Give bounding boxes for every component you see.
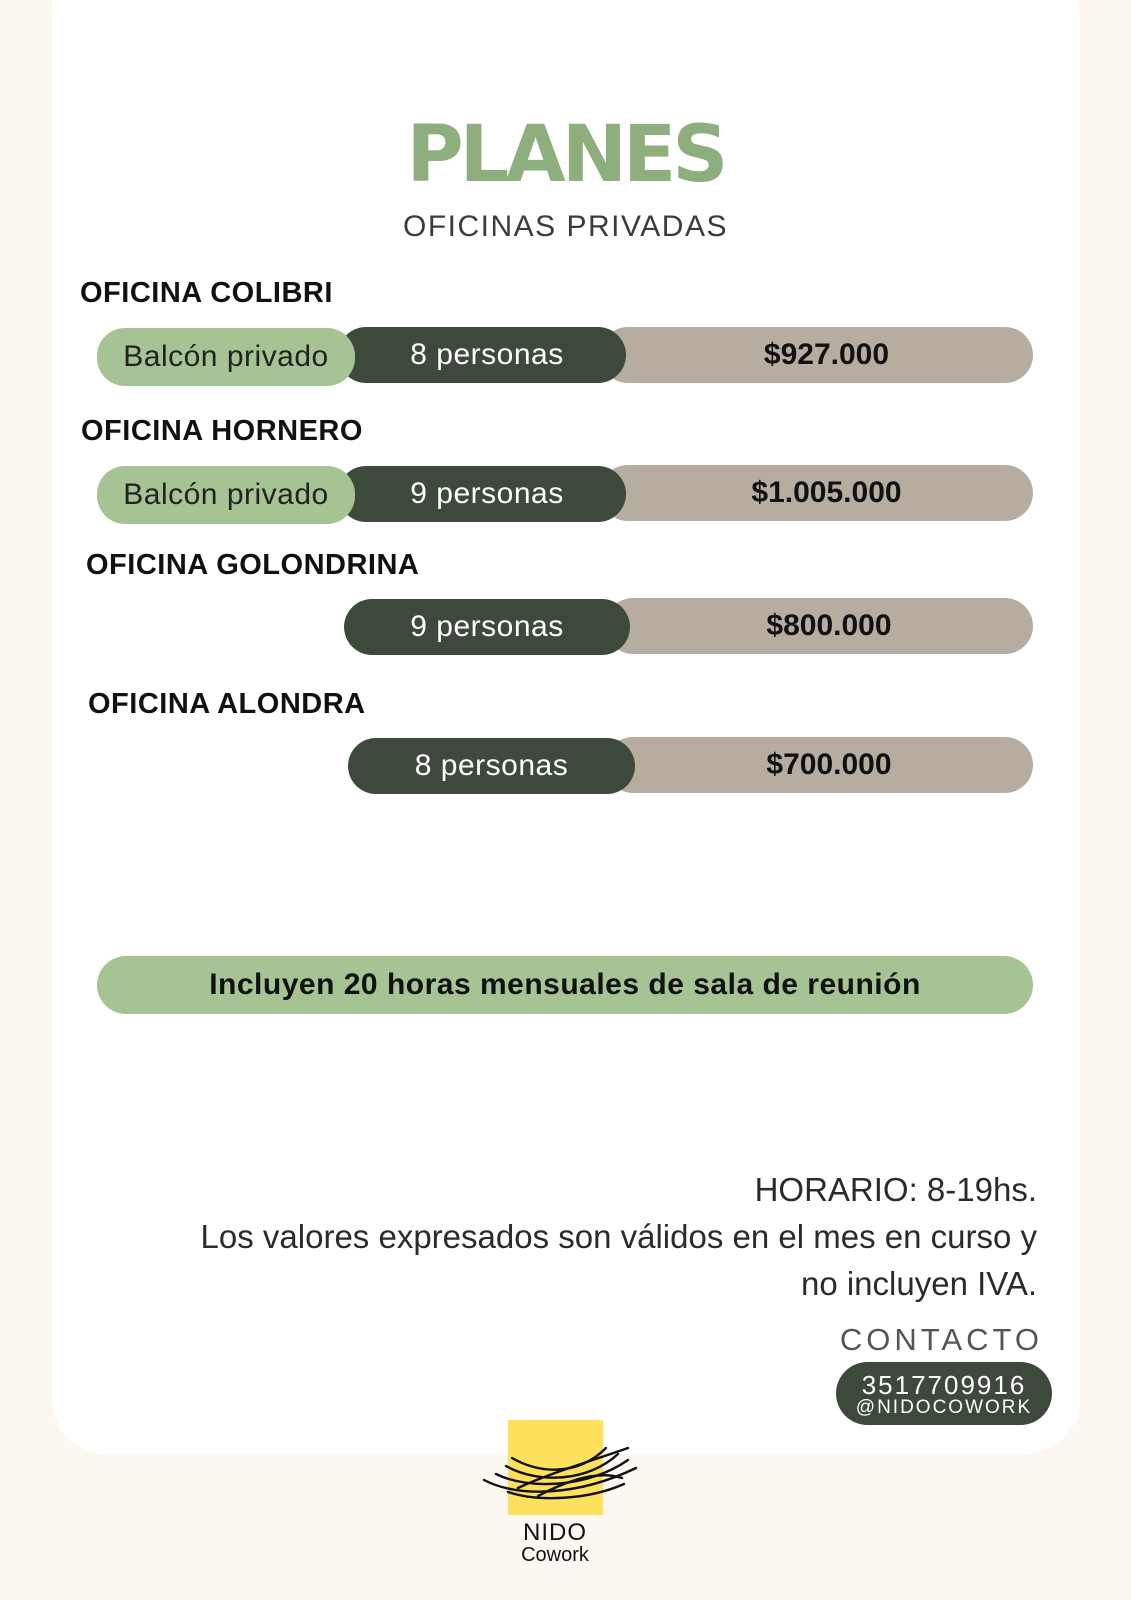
hours-text: HORARIO: 8-19hs. [754, 1171, 1037, 1208]
price-pill-golondrina: $800.000 [605, 598, 1033, 654]
capacity-pill-alondra: 8 personas [348, 738, 635, 794]
contact-badge [836, 1362, 1052, 1425]
price-pill-alondra: $700.000 [605, 737, 1033, 793]
nest-icon [478, 1418, 648, 1518]
capacity-pill-hornero: 9 personas [338, 466, 626, 522]
plan-name-hornero: OFICINA HORNERO [81, 415, 363, 447]
plan-name-golondrina: OFICINA GOLONDRINA [86, 549, 420, 581]
capacity-pill-colibri: 8 personas [338, 327, 626, 383]
capacity-pill-golondrina: 9 personas [344, 599, 630, 655]
price-pill-hornero: $1.005.000 [600, 465, 1033, 521]
plan-name-alondra: OFICINA ALONDRA [88, 688, 366, 720]
plan-name-colibri: OFICINA COLIBRI [80, 277, 333, 309]
balcony-pill-colibri: Balcón privado [97, 328, 355, 386]
contact-label: CONTACTO [839, 1322, 1043, 1357]
logo-subtitle: Cowork [521, 1544, 589, 1566]
contact-phone: 3517709916 [861, 1370, 1027, 1400]
page-title: PLANES [406, 110, 725, 200]
contact-handle: @NIDOCOWORK [855, 1397, 1033, 1418]
price-pill-colibri: $927.000 [600, 327, 1033, 383]
logo-name: NIDO [523, 1519, 587, 1546]
balcony-pill-hornero: Balcón privado [97, 466, 355, 524]
page-subtitle: OFICINAS PRIVADAS [402, 210, 728, 243]
nido-logo [478, 1418, 648, 1588]
note-line-2: no incluyen IVA. [800, 1265, 1037, 1302]
note-line-1: Los valores expresados son válidos en el mes en curso y [200, 1218, 1037, 1255]
includes-banner: Incluyen 20 horas mensuales de sala de reunión [97, 956, 1033, 1014]
